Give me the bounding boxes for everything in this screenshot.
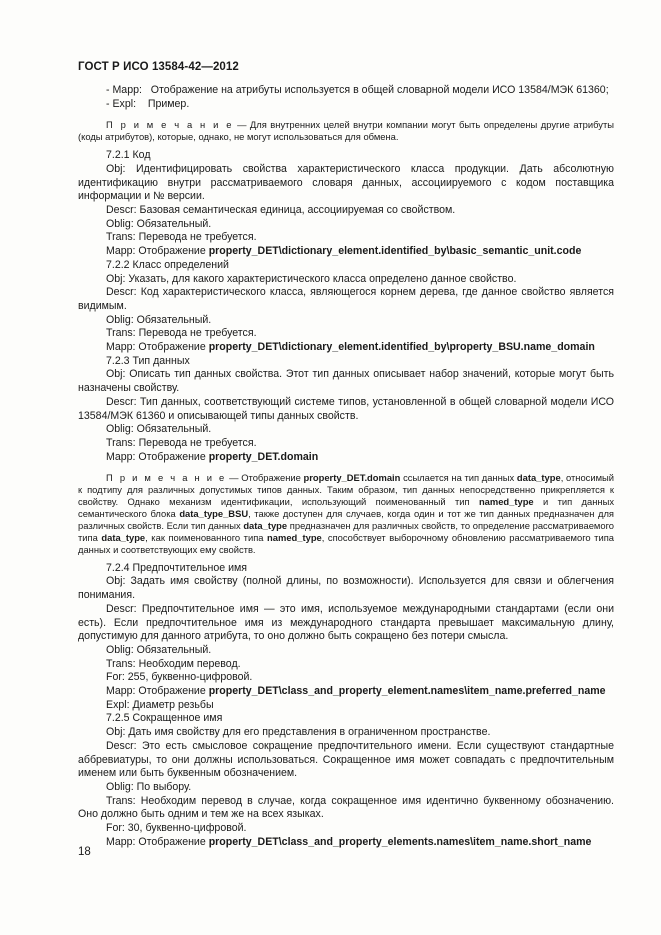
page-number: 18 <box>78 846 91 858</box>
mapp-prefix: Mapp: Отображение <box>106 450 209 463</box>
note-text: — Для внутренних целей внутри компании могут быть определены другие атрибуты (коды атрибутов), которые, однако, не могут использоваться для обмена. <box>78 119 614 143</box>
note-text: ссылается на тип данных <box>400 472 517 484</box>
section-heading-7-2-2: 7.2.2 Класс определений <box>106 258 229 271</box>
note-text: , способствует выборочному обновлению рассматриваемого типа данных и соответствующих ему свойств. <box>78 531 614 555</box>
note-code: property_DET.domain <box>303 472 401 484</box>
list-text: Отображение на атрибуты используется в общей словарной модели ИСО 13584/МЭК 61360; <box>150 84 609 96</box>
note-text: и тип данных семантического блока <box>78 496 615 520</box>
s723-oblig: Oblig: Обязательный. <box>106 423 212 436</box>
s724-trans: Trans: Необходим перевод. <box>106 657 241 670</box>
s721-trans: Trans: Перевода не требуется. <box>106 231 257 244</box>
mapp-code: property_DET\dictionary_element.identified_by\property_BSU.name_domain <box>208 341 595 354</box>
s725-mapp <box>78 836 614 850</box>
s725-oblig: Oblig: По выбору. <box>106 780 192 793</box>
note-code: data_type <box>516 472 561 484</box>
s724-mapp <box>78 685 614 699</box>
s724-oblig: Oblig: Обязательный. <box>106 643 212 656</box>
note-code: data_type_BSU <box>179 508 249 520</box>
note-code: data_type <box>243 520 288 532</box>
mapp-prefix: Mapp: Отображение <box>106 685 209 698</box>
s725-for: For: 30, буквенно-цифровой. <box>106 822 247 835</box>
s725-descr: Descr: Это есть смысловое сокращение предпочтительного имени. Если существуют стандартные аббревиатуры, то они должны использоваться. Сокращенное имя может совпадать с предпочтительным именем или быть буквенным обозначением. <box>78 739 614 780</box>
mapp-prefix: Mapp: Отображение <box>106 245 209 258</box>
s724-for: For: 255, буквенно-цифровой. <box>106 671 253 684</box>
s722-mapp <box>78 341 614 355</box>
note-label: П р и м е ч а н и е <box>106 472 227 484</box>
list-text: Пример. <box>147 97 190 110</box>
s724-obj: Obj: Задать имя свойству (полной длины, по возможности). Используется для связи и облегчения понимания. <box>78 575 614 602</box>
s723-mapp <box>78 451 614 465</box>
list-key: Mapp: <box>112 84 142 96</box>
mapp-code: property_DET\class_and_property_elements.names\item_name.short_name <box>208 835 592 848</box>
note-text: предназначен для различных свойств, то определение рассматриваемого типа <box>78 520 614 543</box>
note-text: — Отображение <box>226 472 304 484</box>
note-code: data_type <box>101 531 146 543</box>
section-heading-7-2-1: 7.2.1 Код <box>106 149 151 162</box>
note-2 <box>78 472 614 555</box>
s725-obj: Obj: Дать имя свойству для его представления в ограниченном пространстве. <box>106 726 491 739</box>
note-code: named_type <box>478 496 534 508</box>
page-header: ГОСТ Р ИСО 13584-42—2012 <box>78 61 239 73</box>
s724-descr: Descr: Предпочтительное имя — это имя, используемое международными стандартами (если они есть). Если предпочтительное имя из международного стандарта превышает максимальную длину, допустимую для данного атрибута, то оно должно быть сокращено без потери смысла. <box>78 602 614 643</box>
s721-mapp <box>78 245 614 259</box>
s724-expl: Expl: Диаметр резьбы <box>106 698 214 711</box>
mapp-prefix: Mapp: Отображение <box>106 835 209 848</box>
page-content <box>78 84 614 850</box>
note-code: named_type <box>267 531 322 543</box>
note-text: , как поименованного типа <box>145 531 268 543</box>
list-key: Expl: <box>112 97 137 110</box>
intro-list-item: - Mapp: Отображение на атрибуты используется в общей словарной модели ИСО 13584/МЭК 61360; <box>106 84 609 96</box>
s723-trans: Trans: Перевода не требуется. <box>106 436 257 449</box>
s721-obj: Obj: Идентифицировать свойства характеристического класса продукции. Дать абсолютную идентификацию внутри рассматриваемого словаря данных, ассоциируемого с кодом поставщика информации и № версии. <box>78 162 614 203</box>
section-heading-7-2-3: 7.2.3 Тип данных <box>106 354 190 367</box>
s722-trans: Trans: Перевода не требуется. <box>106 327 257 340</box>
note-label: П р и м е ч а н и е <box>106 119 234 131</box>
mapp-code: property_DET.domain <box>208 450 319 463</box>
mapp-prefix: Mapp: Отображение <box>106 341 209 354</box>
s722-oblig: Oblig: Обязательный. <box>106 313 212 326</box>
s725-trans: Trans: Необходим перевод в случае, когда сокращенное имя идентично буквенному обозначению. Оно должно быть одним и тем же на всех языках. <box>78 794 614 821</box>
s722-obj: Obj: Указать, для какого характеристического класса определено данное свойство. <box>106 272 517 285</box>
intro-list-item: - Expl: Пример. <box>106 97 190 110</box>
s723-descr: Descr: Тип данных, соответствующий системе типов, установленной в общей словарной модели ИСО 13584/МЭК 61360 и описывающей типы данных свойств. <box>78 395 614 422</box>
note-1 <box>78 119 614 143</box>
s722-descr: Descr: Код характеристического класса, являющегося корнем дерева, где данное свойство является видимым. <box>78 286 614 312</box>
mapp-code: property_DET\dictionary_element.identified_by\basic_semantic_unit.code <box>208 245 582 258</box>
note-text: , также доступен для случаев, когда один и тот же тип данных предназначен для различных свойств. Если тип данных <box>78 508 615 532</box>
section-heading-7-2-4: 7.2.4 Предпочтительное имя <box>106 561 248 574</box>
s721-descr: Descr: Базовая семантическая единица, ассоциируемая со свойством. <box>106 204 456 217</box>
mapp-code: property_DET\class_and_property_element.names\item_name.preferred_name <box>208 685 606 698</box>
section-heading-7-2-5: 7.2.5 Сокращенное имя <box>106 712 223 725</box>
s723-obj: Obj: Описать тип данных свойства. Этот тип данных описывает набор значений, которые могут быть назначены свойству. <box>78 368 614 395</box>
note-text: , относимый к подтипу для различных допустимых типов данных. Таким образом, тип данных непосредственно прикрепляется к свойству. Однако механизм идентификации, использующий поименованный тип <box>78 472 615 508</box>
s721-oblig: Oblig: Обязательный. <box>106 217 212 230</box>
